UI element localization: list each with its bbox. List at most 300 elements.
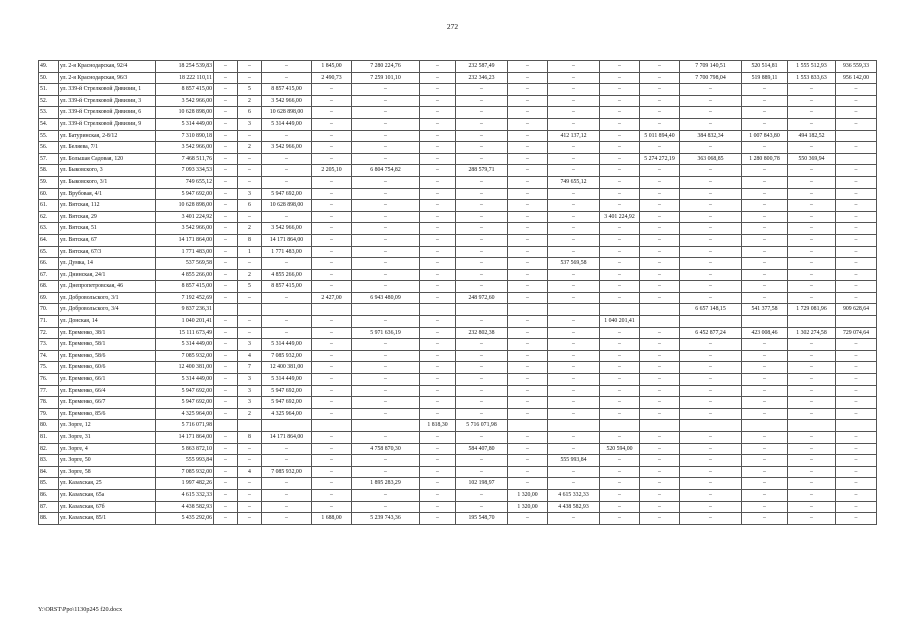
value-cell: – — [640, 362, 680, 374]
row-number-cell: 69. — [39, 292, 59, 304]
value-cell: 2 — [238, 223, 262, 235]
value-cell: – — [548, 269, 600, 281]
value-cell: – — [456, 501, 508, 513]
row-number-cell: 61. — [39, 200, 59, 212]
value-cell: – — [420, 269, 456, 281]
value-cell — [836, 316, 877, 328]
value-cell: – — [214, 478, 238, 490]
address-cell: ул. Вятская, 29 — [59, 211, 156, 223]
value-cell: – — [742, 234, 788, 246]
value-cell: – — [214, 142, 238, 154]
value-cell: 1 280 800,78 — [742, 153, 788, 165]
value-cell: – — [352, 95, 420, 107]
value-cell: 2 — [238, 408, 262, 420]
value-cell: – — [680, 281, 742, 293]
value-cell: – — [420, 61, 456, 73]
value-cell: – — [352, 489, 420, 501]
row-number-cell: 77. — [39, 385, 59, 397]
value-cell: – — [456, 130, 508, 142]
value-cell: – — [214, 385, 238, 397]
value-cell: – — [508, 385, 548, 397]
value-cell: 7 709 140,51 — [680, 61, 742, 73]
value-cell: – — [640, 443, 680, 455]
value-cell: 3 — [238, 397, 262, 409]
value-cell: – — [788, 200, 836, 212]
value-cell: – — [238, 130, 262, 142]
value-cell: 2 205,10 — [312, 165, 352, 177]
table-row — [39, 397, 877, 409]
address-cell: ул. Зорге, 31 — [59, 432, 156, 444]
address-cell: ул. Зорге, 12 — [59, 420, 156, 432]
value-cell: – — [312, 84, 352, 96]
value-cell: – — [352, 501, 420, 513]
value-cell: – — [420, 234, 456, 246]
address-cell: ул. Батуринская, 2-8/12 — [59, 130, 156, 142]
value-cell: – — [640, 165, 680, 177]
value-cell: – — [742, 385, 788, 397]
value-cell: – — [352, 432, 420, 444]
value-cell: – — [640, 142, 680, 154]
file-path: Y:\ORST\Ppo\1130p245 f20.docx — [38, 606, 123, 613]
value-cell — [262, 304, 312, 316]
value-cell: – — [836, 211, 877, 223]
value-cell: 5 — [238, 281, 262, 293]
table-row — [39, 432, 877, 444]
value-cell: – — [352, 200, 420, 212]
value-cell: – — [680, 84, 742, 96]
value-cell: 909 628,64 — [836, 304, 877, 316]
value-cell: – — [680, 455, 742, 467]
value-cell: – — [680, 350, 742, 362]
address-cell: ул. Еременко, 66/7 — [59, 397, 156, 409]
address-cell: ул. Быковского, 3/1 — [59, 176, 156, 188]
address-cell: ул. Казахская, 67б — [59, 501, 156, 513]
table-row — [39, 501, 877, 513]
value-cell: – — [508, 153, 548, 165]
value-cell: – — [600, 107, 640, 119]
value-cell — [788, 420, 836, 432]
row-number-cell: 74. — [39, 350, 59, 362]
value-cell: – — [508, 443, 548, 455]
value-cell — [352, 420, 420, 432]
value-cell: – — [548, 223, 600, 235]
value-cell: – — [742, 188, 788, 200]
value-cell: – — [312, 443, 352, 455]
value-cell: 2 490,73 — [312, 72, 352, 84]
value-cell: – — [312, 408, 352, 420]
value-cell: – — [214, 350, 238, 362]
value-cell: 3 401 224,92 — [600, 211, 640, 223]
table-row — [39, 316, 877, 328]
value-cell: – — [600, 501, 640, 513]
value-cell: – — [742, 292, 788, 304]
value-cell: 10 628 898,00 — [262, 200, 312, 212]
value-cell — [262, 420, 312, 432]
value-cell: 412 137,12 — [548, 130, 600, 142]
value-cell: – — [600, 188, 640, 200]
value-cell: – — [456, 153, 508, 165]
value-cell: – — [312, 489, 352, 501]
value-cell: – — [262, 72, 312, 84]
value-cell: – — [680, 501, 742, 513]
address-cell: ул. Еременко, 38/1 — [59, 327, 156, 339]
value-cell: – — [238, 478, 262, 490]
table-row — [39, 153, 877, 165]
value-cell: – — [836, 107, 877, 119]
value-cell: – — [640, 455, 680, 467]
value-cell: – — [214, 176, 238, 188]
value-cell: – — [312, 501, 352, 513]
value-cell: – — [742, 455, 788, 467]
value-cell: – — [420, 478, 456, 490]
value-cell: – — [680, 339, 742, 351]
row-number-cell: 53. — [39, 107, 59, 119]
value-cell: – — [788, 223, 836, 235]
value-cell: – — [600, 478, 640, 490]
value-cell: 7 085 932,00 — [156, 350, 214, 362]
value-cell: 2 — [238, 269, 262, 281]
value-cell: – — [742, 443, 788, 455]
value-cell — [836, 130, 877, 142]
address-cell: ул. 339-й Стрелковой Дивизии, 1 — [59, 84, 156, 96]
value-cell: – — [680, 188, 742, 200]
value-cell: – — [742, 258, 788, 270]
value-cell: – — [352, 269, 420, 281]
table-row — [39, 223, 877, 235]
value-cell: – — [742, 478, 788, 490]
value-cell: – — [836, 501, 877, 513]
value-cell: – — [680, 165, 742, 177]
address-cell: ул. Днепропетровская, 46 — [59, 281, 156, 293]
value-cell: 8 857 415,00 — [262, 281, 312, 293]
value-cell: – — [836, 200, 877, 212]
value-cell: – — [836, 339, 877, 351]
row-number-cell: 63. — [39, 223, 59, 235]
value-cell: – — [508, 478, 548, 490]
value-cell: – — [548, 443, 600, 455]
row-number-cell: 52. — [39, 95, 59, 107]
row-number-cell: 78. — [39, 397, 59, 409]
value-cell: – — [548, 466, 600, 478]
table-row — [39, 130, 877, 142]
value-cell: – — [352, 223, 420, 235]
value-cell: – — [600, 513, 640, 525]
value-cell: 4 438 582,93 — [548, 501, 600, 513]
value-cell: 3 542 966,00 — [262, 223, 312, 235]
table-row — [39, 292, 877, 304]
value-cell: – — [420, 84, 456, 96]
value-cell: – — [600, 339, 640, 351]
value-cell: – — [312, 269, 352, 281]
value-cell: – — [742, 223, 788, 235]
value-cell: – — [312, 432, 352, 444]
value-cell: – — [600, 200, 640, 212]
value-cell: – — [238, 501, 262, 513]
value-cell: 4 758 870,30 — [352, 443, 420, 455]
value-cell: – — [742, 489, 788, 501]
value-cell: – — [420, 385, 456, 397]
value-cell: – — [456, 176, 508, 188]
value-cell: 4 855 266,00 — [156, 269, 214, 281]
value-cell: 12 400 381,00 — [262, 362, 312, 374]
row-number-cell: 79. — [39, 408, 59, 420]
value-cell: 555 993,84 — [156, 455, 214, 467]
value-cell: – — [420, 443, 456, 455]
value-cell: – — [742, 350, 788, 362]
value-cell: – — [508, 223, 548, 235]
value-cell: 5 947 692,00 — [156, 397, 214, 409]
table-row — [39, 513, 877, 525]
value-cell: – — [508, 165, 548, 177]
value-cell: – — [548, 188, 600, 200]
value-cell: – — [742, 362, 788, 374]
value-cell: – — [352, 374, 420, 386]
value-cell: 248 972,60 — [456, 292, 508, 304]
value-cell: – — [214, 408, 238, 420]
address-cell: ул. Добровольского, 3/1 — [59, 292, 156, 304]
value-cell: 2 — [238, 142, 262, 154]
value-cell: – — [788, 455, 836, 467]
row-number-cell: 71. — [39, 316, 59, 328]
value-cell: – — [600, 374, 640, 386]
address-cell: ул. Казахская, 65а — [59, 489, 156, 501]
table-row — [39, 118, 877, 130]
value-cell: – — [600, 118, 640, 130]
value-cell: – — [788, 362, 836, 374]
value-cell: – — [548, 362, 600, 374]
value-cell: 9 837 236,31 — [156, 304, 214, 316]
address-cell: ул. 339-й Стрелковой Дивизии, 3 — [59, 95, 156, 107]
value-cell: – — [548, 84, 600, 96]
value-cell — [640, 420, 680, 432]
value-cell: 541 377,58 — [742, 304, 788, 316]
value-cell: – — [456, 234, 508, 246]
value-cell: – — [742, 501, 788, 513]
table-row — [39, 269, 877, 281]
value-cell: – — [836, 362, 877, 374]
value-cell: – — [680, 211, 742, 223]
value-cell: – — [420, 362, 456, 374]
value-cell — [238, 420, 262, 432]
value-cell: – — [352, 258, 420, 270]
value-cell: 5 947 692,00 — [262, 385, 312, 397]
value-cell: – — [214, 61, 238, 73]
value-cell: 8 857 415,00 — [156, 281, 214, 293]
address-cell: ул. Еременко, 60/6 — [59, 362, 156, 374]
value-cell: – — [238, 176, 262, 188]
value-cell: – — [214, 374, 238, 386]
value-cell: – — [836, 489, 877, 501]
row-number-cell: 49. — [39, 61, 59, 73]
value-cell: – — [548, 316, 600, 328]
value-cell: – — [680, 374, 742, 386]
table-row — [39, 176, 877, 188]
value-cell: – — [214, 246, 238, 258]
row-number-cell: 80. — [39, 420, 59, 432]
value-cell — [680, 316, 742, 328]
value-cell: – — [788, 211, 836, 223]
value-cell: – — [788, 385, 836, 397]
address-cell: ул. Донская, 14 — [59, 316, 156, 328]
value-cell: – — [548, 327, 600, 339]
value-cell: – — [312, 362, 352, 374]
value-cell — [548, 420, 600, 432]
value-cell: 4 855 266,00 — [262, 269, 312, 281]
value-cell: – — [680, 234, 742, 246]
value-cell: – — [508, 72, 548, 84]
value-cell: – — [352, 385, 420, 397]
value-cell: 537 569,58 — [548, 258, 600, 270]
value-cell: – — [742, 165, 788, 177]
value-cell: 7 — [238, 362, 262, 374]
row-number-cell: 51. — [39, 84, 59, 96]
value-cell: – — [788, 339, 836, 351]
value-cell: – — [548, 211, 600, 223]
value-cell: – — [600, 84, 640, 96]
value-cell: – — [640, 501, 680, 513]
row-number-cell: 68. — [39, 281, 59, 293]
value-cell: – — [352, 455, 420, 467]
value-cell: – — [548, 339, 600, 351]
value-cell: – — [508, 350, 548, 362]
value-cell: – — [640, 107, 680, 119]
value-cell: – — [640, 258, 680, 270]
value-cell: – — [262, 258, 312, 270]
table-row — [39, 466, 877, 478]
value-cell: – — [548, 385, 600, 397]
address-cell: ул. Вятская, 67/3 — [59, 246, 156, 258]
value-cell: – — [680, 246, 742, 258]
value-cell: – — [312, 397, 352, 409]
value-cell: – — [600, 455, 640, 467]
address-cell: ул. Еременко, 58/6 — [59, 350, 156, 362]
value-cell: 18 222 110,11 — [156, 72, 214, 84]
value-cell: – — [600, 466, 640, 478]
row-number-cell: 86. — [39, 489, 59, 501]
value-cell: – — [680, 489, 742, 501]
value-cell: – — [742, 84, 788, 96]
value-cell: – — [420, 432, 456, 444]
value-cell: 5 435 292,06 — [156, 513, 214, 525]
value-cell: – — [420, 176, 456, 188]
value-cell: – — [420, 223, 456, 235]
value-cell: 1 040 201,41 — [156, 316, 214, 328]
value-cell — [214, 304, 238, 316]
value-cell: 1 040 201,41 — [600, 316, 640, 328]
value-cell: – — [548, 292, 600, 304]
value-cell: – — [456, 118, 508, 130]
value-cell: 1 771 483,00 — [156, 246, 214, 258]
value-cell: – — [788, 142, 836, 154]
address-cell: ул. Еременко, 66/1 — [59, 374, 156, 386]
value-cell: – — [238, 153, 262, 165]
value-cell: 936 559,33 — [836, 61, 877, 73]
value-cell: – — [600, 258, 640, 270]
value-cell: – — [680, 408, 742, 420]
value-cell: – — [836, 269, 877, 281]
value-cell: – — [788, 107, 836, 119]
value-cell: – — [352, 316, 420, 328]
value-cell: – — [508, 234, 548, 246]
value-cell: – — [742, 432, 788, 444]
value-cell: – — [836, 513, 877, 525]
value-cell: 6 452 877,24 — [680, 327, 742, 339]
value-cell: – — [262, 165, 312, 177]
value-cell: – — [312, 466, 352, 478]
value-cell: – — [456, 489, 508, 501]
table-row — [39, 362, 877, 374]
table-row — [39, 188, 877, 200]
value-cell: – — [508, 130, 548, 142]
value-cell: 14 171 864,00 — [262, 234, 312, 246]
value-cell: – — [680, 142, 742, 154]
address-cell: ул. Беляева, 7/1 — [59, 142, 156, 154]
value-cell: 1 895 283,29 — [352, 478, 420, 490]
value-cell: – — [788, 165, 836, 177]
value-cell: – — [548, 246, 600, 258]
value-cell: 5 947 692,00 — [262, 397, 312, 409]
value-cell — [836, 153, 877, 165]
address-cell: ул. Еременко, 66/4 — [59, 385, 156, 397]
address-cell: ул. Добровольского, 3/4 — [59, 304, 156, 316]
table-row — [39, 478, 877, 490]
value-cell: 3 — [238, 188, 262, 200]
value-cell: – — [312, 234, 352, 246]
table-row — [39, 258, 877, 270]
value-cell: – — [352, 176, 420, 188]
value-cell: – — [352, 107, 420, 119]
value-cell: – — [214, 211, 238, 223]
value-cell: 5 314 449,00 — [262, 374, 312, 386]
value-cell: 729 074,64 — [836, 327, 877, 339]
value-cell: – — [214, 118, 238, 130]
value-cell: – — [680, 513, 742, 525]
value-cell: – — [548, 432, 600, 444]
value-cell: – — [352, 350, 420, 362]
value-cell: – — [508, 513, 548, 525]
value-cell — [238, 304, 262, 316]
value-cell: 5 314 449,00 — [262, 339, 312, 351]
value-cell: 7 085 932,00 — [262, 466, 312, 478]
value-cell: – — [214, 72, 238, 84]
value-cell: – — [456, 200, 508, 212]
value-cell: – — [352, 281, 420, 293]
value-cell: – — [836, 455, 877, 467]
value-cell: – — [788, 118, 836, 130]
value-cell: – — [238, 327, 262, 339]
value-cell: – — [456, 84, 508, 96]
value-cell: – — [600, 130, 640, 142]
value-cell: – — [680, 432, 742, 444]
table-row — [39, 420, 877, 432]
value-cell: – — [836, 258, 877, 270]
value-cell: 10 628 898,00 — [156, 200, 214, 212]
value-cell: – — [214, 95, 238, 107]
value-cell: – — [352, 397, 420, 409]
value-cell: – — [600, 408, 640, 420]
value-cell: 1 007 843,80 — [742, 130, 788, 142]
value-cell: 2 — [238, 95, 262, 107]
value-cell — [214, 420, 238, 432]
value-cell: – — [600, 95, 640, 107]
value-cell: – — [680, 176, 742, 188]
value-cell: – — [742, 339, 788, 351]
value-cell: 195 548,70 — [456, 513, 508, 525]
value-cell: – — [420, 107, 456, 119]
row-number-cell: 62. — [39, 211, 59, 223]
value-cell — [420, 304, 456, 316]
value-cell: – — [640, 95, 680, 107]
